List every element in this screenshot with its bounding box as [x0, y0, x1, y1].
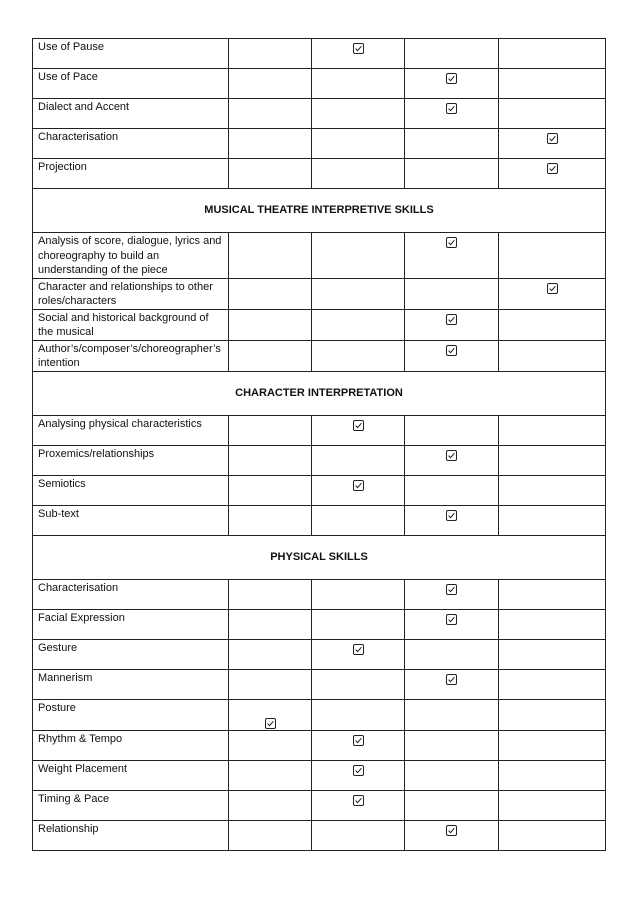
skill-label: Posture — [33, 699, 229, 730]
checked-box-icon[interactable] — [353, 735, 364, 746]
rating-cell-3[interactable] — [405, 820, 499, 850]
checked-box-icon[interactable] — [353, 420, 364, 431]
skill-label: Facial Expression — [33, 609, 229, 639]
checked-box-icon[interactable] — [446, 674, 457, 685]
rating-cell-3[interactable] — [405, 760, 499, 790]
rating-cell-3[interactable] — [405, 609, 499, 639]
skill-label: Projection — [33, 159, 229, 189]
section-header: PHYSICAL SKILLS — [33, 535, 606, 579]
rating-cell-2[interactable] — [312, 445, 405, 475]
rating-cell-2[interactable] — [312, 39, 405, 69]
rating-cell-4[interactable] — [499, 699, 606, 730]
skills-assessment-table — [32, 38, 606, 851]
rating-cell-2[interactable] — [312, 730, 405, 760]
section-header: MUSICAL THEATRE INTERPRETIVE SKILLS — [33, 189, 606, 233]
checked-box-icon[interactable] — [547, 283, 558, 294]
skill-label: Use of Pace — [33, 69, 229, 99]
rating-cell-4[interactable] — [499, 609, 606, 639]
rating-cell-4[interactable] — [499, 579, 606, 609]
rating-cell-1[interactable] — [229, 505, 312, 535]
rating-cell-4[interactable] — [499, 69, 606, 99]
checked-box-icon[interactable] — [353, 43, 364, 54]
skill-label: Analysing physical characteristics — [33, 415, 229, 445]
rating-cell-3[interactable] — [405, 340, 499, 371]
checked-box-icon[interactable] — [446, 450, 457, 461]
rating-cell-2[interactable] — [312, 99, 405, 129]
rating-cell-1[interactable] — [229, 233, 312, 279]
rating-cell-2[interactable] — [312, 340, 405, 371]
rating-cell-2[interactable] — [312, 699, 405, 730]
skill-label: Use of Pause — [33, 39, 229, 69]
rating-cell-1[interactable] — [229, 639, 312, 669]
rating-cell-1[interactable] — [229, 415, 312, 445]
checked-box-icon[interactable] — [446, 510, 457, 521]
rating-cell-1[interactable] — [229, 340, 312, 371]
rating-cell-1[interactable] — [229, 790, 312, 820]
rating-cell-4[interactable] — [499, 730, 606, 760]
rating-cell-3[interactable] — [405, 790, 499, 820]
checked-box-icon[interactable] — [446, 314, 457, 325]
skill-label: Semiotics — [33, 475, 229, 505]
table-row — [33, 790, 606, 820]
skill-label: Character and relationships to other roles/characters — [33, 278, 229, 309]
rating-cell-2[interactable] — [312, 159, 405, 189]
table-row — [33, 609, 606, 639]
skill-label: Dialect and Accent — [33, 99, 229, 129]
section-header: CHARACTER INTERPRETATION — [33, 371, 606, 415]
rating-cell-4[interactable] — [499, 760, 606, 790]
section-header-row — [33, 189, 606, 233]
skill-label: Proxemics/relationships — [33, 445, 229, 475]
checked-box-icon[interactable] — [265, 718, 276, 729]
checked-box-icon[interactable] — [446, 345, 457, 356]
rating-cell-4[interactable] — [499, 669, 606, 699]
rating-cell-4[interactable] — [499, 415, 606, 445]
rating-cell-2[interactable] — [312, 790, 405, 820]
rating-cell-2[interactable] — [312, 609, 405, 639]
rating-cell-4[interactable] — [499, 475, 606, 505]
table-row — [33, 760, 606, 790]
rating-cell-1[interactable] — [229, 159, 312, 189]
rating-cell-4[interactable] — [499, 309, 606, 340]
rating-cell-3[interactable] — [405, 730, 499, 760]
rating-cell-1[interactable] — [229, 820, 312, 850]
table-row — [33, 699, 606, 730]
checked-box-icon[interactable] — [353, 644, 364, 655]
section-header-row — [33, 371, 606, 415]
rating-cell-3[interactable] — [405, 579, 499, 609]
skill-label: Social and historical background of the musical — [33, 309, 229, 340]
skill-label: Author’s/composer’s/choreographer’s intention — [33, 340, 229, 371]
rating-cell-2[interactable] — [312, 579, 405, 609]
rating-cell-3[interactable] — [405, 639, 499, 669]
rating-cell-2[interactable] — [312, 639, 405, 669]
rating-cell-4[interactable] — [499, 129, 606, 159]
rating-cell-3[interactable] — [405, 445, 499, 475]
rating-cell-1[interactable] — [229, 760, 312, 790]
rating-cell-1[interactable] — [229, 99, 312, 129]
rating-cell-3[interactable] — [405, 505, 499, 535]
rating-cell-3[interactable] — [405, 69, 499, 99]
rating-cell-1[interactable] — [229, 579, 312, 609]
rating-cell-3[interactable] — [405, 99, 499, 129]
rating-cell-3[interactable] — [405, 233, 499, 279]
skill-label: Characterisation — [33, 129, 229, 159]
table-row — [33, 99, 606, 129]
rating-cell-2[interactable] — [312, 669, 405, 699]
checked-box-icon[interactable] — [446, 103, 457, 114]
rating-cell-2[interactable] — [312, 233, 405, 279]
table-row — [33, 39, 606, 69]
rating-cell-3[interactable] — [405, 39, 499, 69]
skill-label: Rhythm & Tempo — [33, 730, 229, 760]
rating-cell-2[interactable] — [312, 278, 405, 309]
table-row — [33, 475, 606, 505]
rating-cell-1[interactable] — [229, 475, 312, 505]
table-row — [33, 505, 606, 535]
table-row — [33, 309, 606, 340]
checked-box-icon[interactable] — [446, 237, 457, 248]
table-row — [33, 669, 606, 699]
rating-cell-3[interactable] — [405, 669, 499, 699]
table-row — [33, 69, 606, 99]
rating-cell-2[interactable] — [312, 129, 405, 159]
rating-cell-1[interactable] — [229, 129, 312, 159]
rating-cell-4[interactable] — [499, 39, 606, 69]
checked-box-icon[interactable] — [446, 825, 457, 836]
skill-label: Mannerism — [33, 669, 229, 699]
table-row — [33, 820, 606, 850]
rating-cell-3[interactable] — [405, 699, 499, 730]
table-row — [33, 159, 606, 189]
rating-cell-1[interactable] — [229, 669, 312, 699]
rating-cell-2[interactable] — [312, 820, 405, 850]
rating-cell-1[interactable] — [229, 609, 312, 639]
skill-label: Gesture — [33, 639, 229, 669]
table-row — [33, 278, 606, 309]
skill-label: Analysis of score, dialogue, lyrics and choreography to build an understanding of the piece — [33, 233, 229, 279]
rating-cell-4[interactable] — [499, 639, 606, 669]
rating-cell-2[interactable] — [312, 69, 405, 99]
rating-cell-1[interactable] — [229, 278, 312, 309]
table-row — [33, 340, 606, 371]
table-row — [33, 730, 606, 760]
checked-box-icon[interactable] — [353, 480, 364, 491]
rating-cell-4[interactable] — [499, 790, 606, 820]
rating-cell-4[interactable] — [499, 445, 606, 475]
table-row — [33, 445, 606, 475]
checked-box-icon[interactable] — [446, 614, 457, 625]
rating-cell-2[interactable] — [312, 475, 405, 505]
table-row — [33, 639, 606, 669]
rating-cell-2[interactable] — [312, 415, 405, 445]
rating-cell-3[interactable] — [405, 415, 499, 445]
rating-cell-1[interactable] — [229, 309, 312, 340]
rating-cell-4[interactable] — [499, 278, 606, 309]
skill-label: Weight Placement — [33, 760, 229, 790]
rating-cell-3[interactable] — [405, 129, 499, 159]
table-row — [33, 233, 606, 279]
skill-label: Timing & Pace — [33, 790, 229, 820]
rating-cell-4[interactable] — [499, 820, 606, 850]
rating-cell-1[interactable] — [229, 699, 312, 730]
table-row — [33, 415, 606, 445]
checked-box-icon[interactable] — [353, 795, 364, 806]
skill-label: Relationship — [33, 820, 229, 850]
checked-box-icon[interactable] — [547, 163, 558, 174]
rating-cell-1[interactable] — [229, 69, 312, 99]
checked-box-icon[interactable] — [446, 73, 457, 84]
rating-cell-1[interactable] — [229, 39, 312, 69]
rating-cell-3[interactable] — [405, 159, 499, 189]
checked-box-icon[interactable] — [353, 765, 364, 776]
rating-cell-3[interactable] — [405, 278, 499, 309]
skill-label: Sub-text — [33, 505, 229, 535]
rating-cell-2[interactable] — [312, 760, 405, 790]
rating-cell-2[interactable] — [312, 309, 405, 340]
rating-cell-1[interactable] — [229, 730, 312, 760]
rating-cell-1[interactable] — [229, 445, 312, 475]
rating-cell-3[interactable] — [405, 475, 499, 505]
rating-cell-4[interactable] — [499, 233, 606, 279]
rating-cell-4[interactable] — [499, 159, 606, 189]
rating-cell-4[interactable] — [499, 340, 606, 371]
skill-label: Characterisation — [33, 579, 229, 609]
checked-box-icon[interactable] — [446, 584, 457, 595]
rating-cell-2[interactable] — [312, 505, 405, 535]
table-row — [33, 129, 606, 159]
checked-box-icon[interactable] — [547, 133, 558, 144]
rating-cell-3[interactable] — [405, 309, 499, 340]
rating-cell-4[interactable] — [499, 99, 606, 129]
table-row — [33, 579, 606, 609]
rating-cell-4[interactable] — [499, 505, 606, 535]
section-header-row — [33, 535, 606, 579]
table-body — [33, 39, 606, 851]
